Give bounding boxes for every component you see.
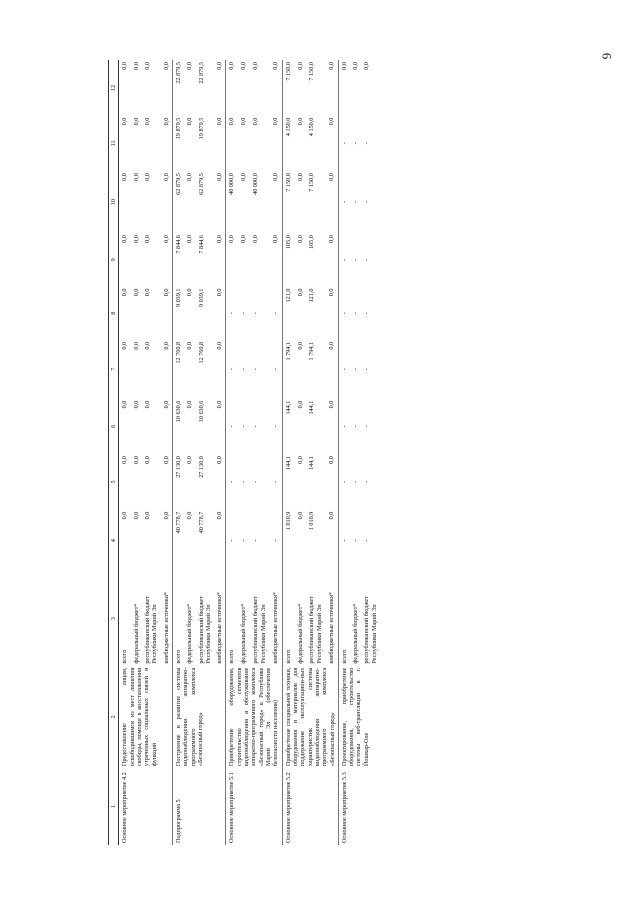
amount-cell: -	[271, 539, 279, 542]
amount-cell: 27 130,0	[172, 454, 184, 510]
amount-cell: 0,0	[162, 288, 170, 297]
amount-cell: 0,0	[327, 62, 335, 70]
amount-cell: 0,0	[327, 288, 335, 297]
amount-cell: -	[352, 258, 360, 261]
amount-cell: 0,0	[132, 341, 140, 350]
amount-cell: 0,0	[119, 399, 131, 455]
table-row	[226, 60, 238, 845]
amount-cell: 9 039,1	[197, 288, 205, 308]
amount-cell: -	[271, 312, 279, 315]
amount-cell: 0,0	[132, 117, 140, 126]
amount-cell: 0,0	[271, 62, 279, 70]
amount-cell: 0,0	[143, 173, 151, 181]
amount-cell: 0,0	[226, 233, 238, 286]
amount-cell: -	[252, 480, 260, 483]
amount-cell: -	[352, 425, 360, 428]
amount-cell: 0,0	[186, 400, 194, 409]
amount-cell: 0,0	[186, 511, 194, 520]
amount-cell: -	[252, 539, 260, 542]
amount-cell: 0,0	[186, 456, 194, 464]
measure-code: Основное мероприятие 4.2	[119, 768, 173, 845]
amount-cell: 0,0	[216, 456, 224, 464]
amount-cell: 0,0	[216, 511, 224, 520]
amount-cell: -	[352, 539, 360, 542]
amount-cell: 0,0	[143, 235, 151, 243]
funding-source: федеральный бюджет*	[296, 603, 304, 664]
amount-cell: 0,0	[119, 340, 131, 399]
amount-cell: -	[363, 258, 371, 261]
column-number-7: 7	[109, 340, 119, 399]
amount-cell: 0,0	[143, 511, 151, 520]
amount-cell: -	[338, 510, 350, 572]
amount-cell: 0,0	[132, 288, 140, 297]
amount-cell: 0,0	[363, 62, 371, 70]
amount-cell: -	[363, 368, 371, 371]
table-row	[119, 60, 131, 845]
amount-cell: 0,0	[162, 117, 170, 126]
funding-source: внебюджетные источники*	[162, 591, 170, 664]
amount-cell: -	[271, 425, 279, 428]
amount-cell: -	[338, 286, 350, 339]
funding-source: внебюджетные источники*	[327, 591, 335, 664]
amount-cell: 144,1	[308, 456, 316, 471]
amount-cell: 121,0	[282, 286, 294, 339]
column-number-1: 1	[109, 768, 119, 845]
column-number-9: 9	[109, 233, 119, 286]
amount-cell: -	[363, 480, 371, 483]
amount-cell: -	[363, 201, 371, 204]
table-row	[338, 60, 350, 845]
column-number-8: 8	[109, 286, 119, 339]
amount-cell: 0,0	[132, 62, 140, 70]
amount-cell: 0,0	[119, 60, 131, 116]
funding-source: федеральный бюджет*	[186, 603, 194, 664]
funding-source: республиканский бюджет Республики Марий Эл	[252, 595, 267, 664]
measure-name: Проектирование, приобретение оборудования, строительство системы веб-трансляции в г. Йошкар-Оле	[338, 666, 380, 769]
amount-cell: 0,0	[296, 511, 304, 520]
amount-cell: 0,0	[296, 117, 304, 126]
amount-cell: -	[338, 171, 350, 233]
amount-cell: 7 844,6	[197, 235, 205, 254]
amount-cell: 7 150,0	[308, 173, 316, 192]
amount-cell: -	[252, 312, 260, 315]
amount-cell: 0,0	[186, 173, 194, 181]
amount-cell: 0,0	[296, 62, 304, 70]
amount-cell: 0,0	[186, 62, 194, 70]
amount-cell: -	[252, 368, 260, 371]
measure-code: Подпрограмма 5	[172, 768, 226, 845]
measure-name: Приобретение оборудования, строительство сегментов видеонаблюдения и обслуживание аппаратно-программного комплекса «Безопасный город» в Республике Марий Эл (обеспечение безопасности населения)	[226, 666, 282, 769]
amount-cell: 0,0	[240, 173, 248, 181]
amount-cell: 144,1	[282, 399, 294, 455]
amount-cell: 105,0	[308, 235, 316, 250]
amount-cell: -	[271, 480, 279, 483]
rotated-table-wrapper	[108, 60, 528, 845]
amount-cell: 0,0	[327, 341, 335, 350]
amount-cell: 27 130,0	[197, 456, 205, 478]
amount-cell: 4 150,0	[282, 116, 294, 172]
funding-source: внебюджетные источники*	[216, 591, 224, 664]
amount-cell: 62 879,5	[172, 171, 184, 233]
funding-source: внебюджетные источники*	[271, 591, 279, 664]
amount-cell: 10 630,6	[172, 399, 184, 455]
amount-cell: -	[226, 286, 238, 339]
amount-cell: 0,0	[252, 235, 260, 243]
column-number-row	[109, 60, 119, 845]
column-number-2: 2	[109, 666, 119, 769]
column-number-5: 5	[109, 454, 119, 510]
amount-cell: -	[363, 312, 371, 315]
amount-cell: 0,0	[143, 288, 151, 297]
budget-table	[108, 60, 380, 845]
funding-source: федеральный бюджет*	[352, 603, 360, 664]
measure-code: Основное мероприятие 5.2	[282, 768, 338, 845]
column-number-10: 10	[109, 171, 119, 233]
column-number-6: 6	[109, 399, 119, 455]
amount-cell: -	[226, 399, 238, 455]
amount-cell: 0,0	[162, 456, 170, 464]
amount-cell: 0,0	[327, 511, 335, 520]
amount-cell: -	[352, 142, 360, 145]
amount-cell: -	[352, 480, 360, 483]
amount-cell: 0,0	[132, 400, 140, 409]
amount-cell: 0,0	[216, 288, 224, 297]
amount-cell: 0,0	[119, 286, 131, 339]
amount-cell: 40 778,7	[197, 511, 205, 534]
amount-cell: 4 150,0	[308, 117, 316, 137]
amount-cell: 0,0	[327, 400, 335, 409]
amount-cell: 0,0	[186, 341, 194, 350]
amount-cell: -	[338, 116, 350, 172]
funding-source: федеральный бюджет*	[132, 603, 140, 664]
amount-cell: 0,0	[186, 117, 194, 126]
amount-cell: 0,0	[327, 117, 335, 126]
amount-cell: 0,0	[119, 233, 131, 286]
amount-cell: 0,0	[119, 171, 131, 233]
amount-cell: 7 150,0	[308, 62, 316, 81]
amount-cell: 40 000,0	[226, 171, 238, 233]
funding-source: всего	[226, 572, 238, 666]
amount-cell: 7 844,6	[172, 233, 184, 286]
amount-cell: 0,0	[186, 235, 194, 243]
amount-cell: 0,0	[226, 116, 238, 172]
amount-cell: 0,0	[132, 511, 140, 520]
amount-cell: 62 879,5	[197, 173, 205, 195]
amount-cell: 1 794,1	[308, 341, 316, 361]
amount-cell: 40 000,0	[252, 173, 260, 195]
amount-cell: 0,0	[162, 173, 170, 181]
amount-cell: 0,0	[240, 235, 248, 243]
amount-cell: 0,0	[338, 60, 350, 116]
amount-cell: 0,0	[271, 117, 279, 126]
amount-cell: -	[352, 312, 360, 315]
amount-cell: 0,0	[226, 60, 238, 116]
column-number-4: 4	[109, 510, 119, 572]
amount-cell: 0,0	[132, 456, 140, 464]
amount-cell: -	[226, 510, 238, 572]
amount-cell: -	[338, 233, 350, 286]
amount-cell: 12 760,8	[197, 341, 205, 364]
amount-cell: 40 778,7	[172, 510, 184, 572]
amount-cell: 0,0	[186, 288, 194, 297]
amount-cell: 0,0	[143, 117, 151, 126]
measure-name: Предоставление лицам, освободившимся из мест лишения свободы, помощи в восстановлении утраченных социальных связей и функций	[119, 666, 173, 769]
measure-code: Основное мероприятие 5.1	[226, 768, 282, 845]
amount-cell: 0,0	[132, 173, 140, 181]
amount-cell: 19 879,5	[172, 116, 184, 172]
amount-cell: 144,1	[282, 454, 294, 510]
funding-source: республиканский бюджет Республики Марий Эл	[308, 595, 323, 664]
amount-cell: 0,0	[143, 341, 151, 350]
amount-cell: 7 150,0	[282, 171, 294, 233]
amount-cell: 9 039,1	[172, 286, 184, 339]
amount-cell: 0,0	[132, 235, 140, 243]
amount-cell: 144,1	[308, 400, 316, 415]
column-number-11: 11	[109, 116, 119, 172]
funding-source: федеральный бюджет*	[240, 603, 248, 664]
amount-cell: 7 150,0	[282, 60, 294, 116]
amount-cell: 0,0	[162, 400, 170, 409]
measure-name: Построение и развитие системы видеонаблюдения аппаратно-программного комплекса «Безопасный город»	[172, 666, 226, 769]
amount-cell: 0,0	[216, 62, 224, 70]
amount-cell: 0,0	[216, 341, 224, 350]
amount-cell: -	[240, 312, 248, 315]
amount-cell: 0,0	[296, 341, 304, 350]
amount-cell: 22 879,5	[197, 62, 205, 84]
amount-cell: 0,0	[143, 62, 151, 70]
amount-cell: 0,0	[252, 117, 260, 126]
amount-cell: 0,0	[271, 235, 279, 243]
amount-cell: 1 794,1	[282, 340, 294, 399]
amount-cell: 121,0	[308, 288, 316, 303]
funding-source: всего	[338, 572, 350, 666]
amount-cell: 10 630,6	[197, 400, 205, 423]
amount-cell: 0,0	[216, 235, 224, 243]
amount-cell: -	[271, 368, 279, 371]
amount-cell: -	[240, 368, 248, 371]
amount-cell: 0,0	[119, 454, 131, 510]
amount-cell: -	[352, 201, 360, 204]
amount-cell: 0,0	[252, 62, 260, 70]
amount-cell: 0,0	[119, 510, 131, 572]
amount-cell: 0,0	[216, 117, 224, 126]
amount-cell: 0,0	[296, 288, 304, 297]
amount-cell: 22 879,5	[172, 60, 184, 116]
amount-cell: -	[338, 454, 350, 510]
amount-cell: -	[363, 425, 371, 428]
amount-cell: 1 010,9	[282, 510, 294, 572]
amount-cell: 0,0	[327, 235, 335, 243]
amount-cell: 0,0	[216, 400, 224, 409]
measure-code: Основное мероприятие 5.3	[338, 768, 380, 845]
amount-cell: 105,0	[282, 233, 294, 286]
amount-cell: 0,0	[271, 173, 279, 181]
amount-cell: 0,0	[296, 173, 304, 181]
funding-source: республиканский бюджет Республики Марий Эл	[363, 595, 378, 664]
amount-cell: 0,0	[240, 62, 248, 70]
amount-cell: 1 010,9	[308, 511, 316, 531]
amount-cell: -	[240, 539, 248, 542]
amount-cell: 0,0	[162, 235, 170, 243]
column-number-3: 3	[109, 572, 119, 666]
amount-cell: -	[240, 425, 248, 428]
table-row	[172, 60, 184, 845]
amount-cell: -	[338, 340, 350, 399]
measure-name: Приобретение специальной техники, оборудования и материалов для поддержания эксплуатацион-ных характеристик системы видеонаблюдения аппаратно-программного комплекса «Безопасный город»	[282, 666, 338, 769]
amount-cell: 19 879,5	[197, 117, 205, 140]
amount-cell: 0,0	[162, 62, 170, 70]
amount-cell: 0,0	[296, 456, 304, 464]
amount-cell: 12 760,8	[172, 340, 184, 399]
amount-cell: -	[363, 539, 371, 542]
funding-source: всего	[172, 572, 184, 666]
column-number-12: 12	[109, 60, 119, 116]
funding-source: всего	[282, 572, 294, 666]
amount-cell: -	[226, 454, 238, 510]
table-body	[119, 60, 380, 845]
amount-cell: -	[338, 399, 350, 455]
amount-cell: 0,0	[216, 173, 224, 181]
amount-cell: 0,0	[143, 456, 151, 464]
table-row	[282, 60, 294, 845]
amount-cell: 0,0	[143, 400, 151, 409]
amount-cell: 0,0	[119, 116, 131, 172]
amount-cell: 0,0	[327, 173, 335, 181]
page-number: 6	[599, 52, 615, 60]
funding-source: республиканский бюджет Республики Марий Эл	[143, 595, 159, 664]
amount-cell: 0,0	[296, 235, 304, 243]
amount-cell: 0,0	[327, 456, 335, 464]
amount-cell: 0,0	[162, 511, 170, 520]
amount-cell: -	[226, 340, 238, 399]
amount-cell: -	[240, 480, 248, 483]
amount-cell: -	[352, 368, 360, 371]
amount-cell: 0,0	[162, 341, 170, 350]
funding-source: всего	[119, 572, 131, 666]
amount-cell: 0,0	[352, 62, 360, 70]
amount-cell: -	[363, 142, 371, 145]
amount-cell: -	[252, 425, 260, 428]
amount-cell: 0,0	[240, 117, 248, 126]
amount-cell: 0,0	[296, 400, 304, 409]
funding-source: республиканский бюджет Республики Марий Эл	[197, 595, 212, 664]
